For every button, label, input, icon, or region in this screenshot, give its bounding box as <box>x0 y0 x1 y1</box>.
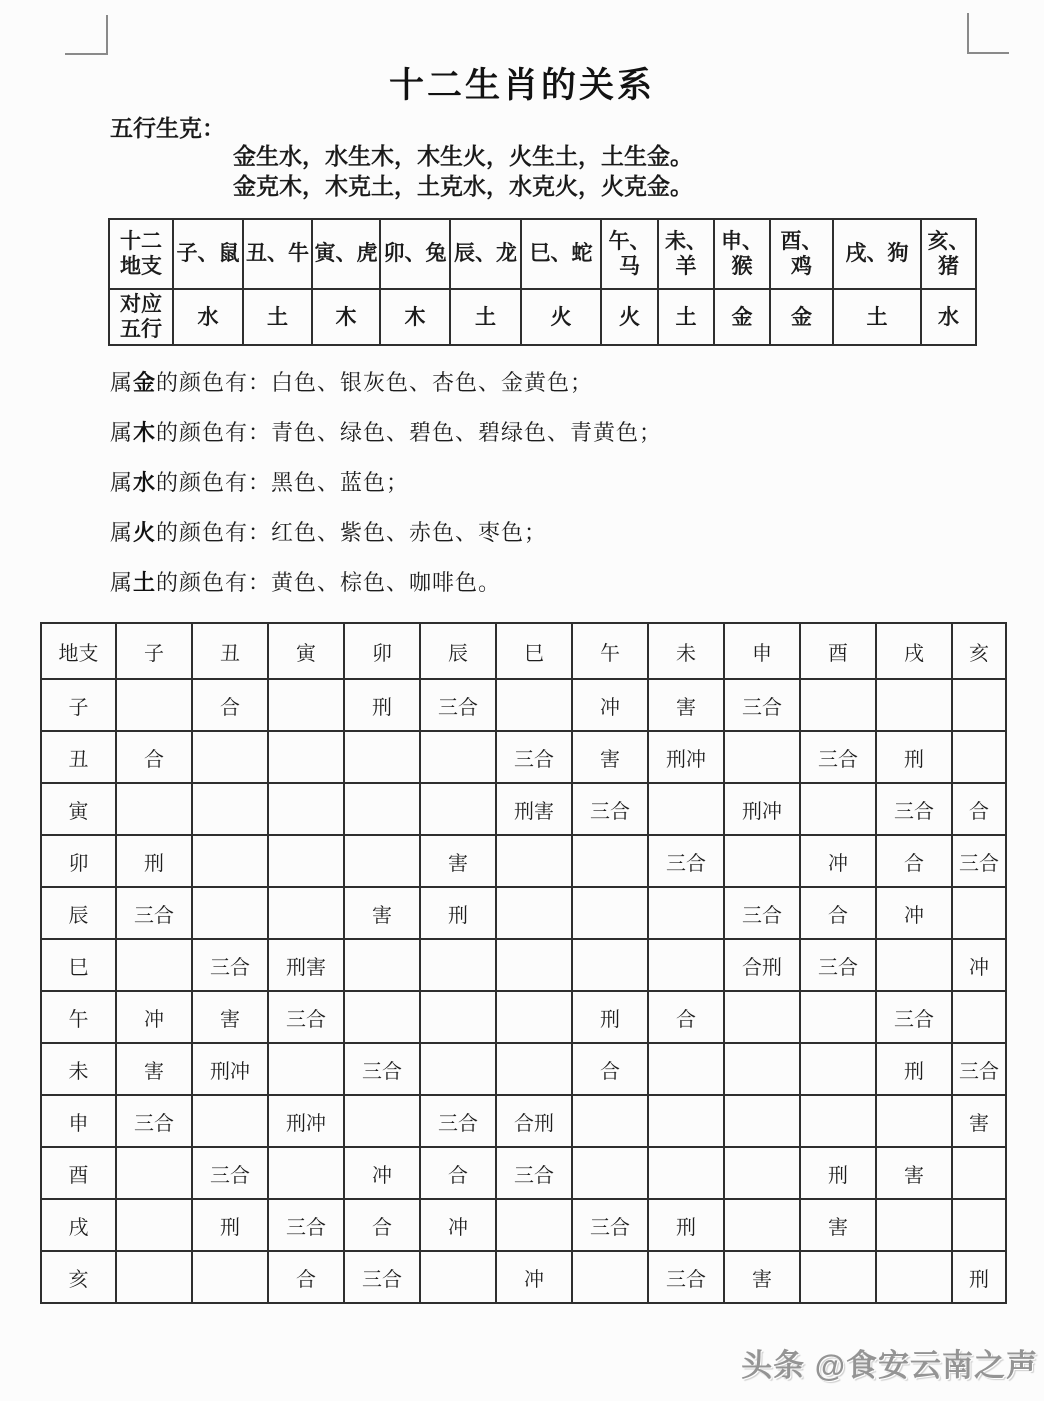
relation-cell: 害 <box>192 991 268 1043</box>
relation-cell: 合 <box>572 1043 648 1095</box>
relation-cell <box>420 991 496 1043</box>
relation-cell: 冲 <box>572 679 648 731</box>
branch-cell: 午、马 <box>601 219 658 289</box>
relation-row-label: 午 <box>41 991 116 1043</box>
section-label: 五行生克： <box>110 115 225 141</box>
relation-cell <box>496 939 572 991</box>
relation-cell <box>800 1095 876 1147</box>
color-list: 黑色、蓝色； <box>271 469 410 495</box>
relation-column-header: 申 <box>724 623 800 679</box>
relation-cell: 三合 <box>496 731 572 783</box>
element-cell: 土 <box>243 289 312 345</box>
relation-cell <box>724 1147 800 1199</box>
relation-cell: 刑 <box>192 1199 268 1251</box>
relation-cell: 刑 <box>876 1043 952 1095</box>
watermark: 头条 @食安云南之声 <box>741 1348 1038 1383</box>
relation-cell <box>800 1043 876 1095</box>
relation-cell: 三合 <box>800 731 876 783</box>
relation-cell: 冲 <box>496 1251 572 1303</box>
relation-cell <box>572 887 648 939</box>
relation-row <box>41 939 1006 991</box>
relation-cell <box>116 679 192 731</box>
relation-cell: 三合 <box>800 939 876 991</box>
relation-cell <box>648 939 724 991</box>
relation-cell: 刑冲 <box>192 1043 268 1095</box>
element-cell: 木 <box>380 289 450 345</box>
relation-cell <box>876 939 952 991</box>
relation-cell <box>496 991 572 1043</box>
relation-cell: 害 <box>116 1043 192 1095</box>
branch-cell: 辰、龙 <box>450 219 521 289</box>
branch-cell: 亥、猪 <box>921 219 976 289</box>
element-cell: 土 <box>450 289 521 345</box>
element-name: 水 <box>133 469 157 495</box>
relation-cell <box>572 1095 648 1147</box>
relation-column-header: 子 <box>116 623 192 679</box>
relation-cell: 刑 <box>876 731 952 783</box>
relation-cell <box>876 1251 952 1303</box>
relation-row-label: 戌 <box>41 1199 116 1251</box>
relation-cell <box>952 887 1006 939</box>
relation-cell: 冲 <box>876 887 952 939</box>
relation-cell: 冲 <box>800 835 876 887</box>
relation-cell <box>268 887 344 939</box>
relation-cell: 害 <box>800 1199 876 1251</box>
relation-cell: 三合 <box>724 887 800 939</box>
relation-cell: 三合 <box>344 1043 420 1095</box>
relation-cell: 冲 <box>344 1147 420 1199</box>
relation-cell <box>572 1251 648 1303</box>
relation-column-header: 卯 <box>344 623 420 679</box>
relation-cell <box>192 1251 268 1303</box>
relation-cell <box>344 835 420 887</box>
branch-header-row <box>109 219 976 289</box>
relation-cell <box>192 731 268 783</box>
relation-cell: 害 <box>420 835 496 887</box>
relation-cell: 刑 <box>572 991 648 1043</box>
relation-cell <box>420 939 496 991</box>
relation-cell: 合 <box>344 1199 420 1251</box>
relation-cell <box>648 783 724 835</box>
relation-cell <box>496 1199 572 1251</box>
relation-row-label: 亥 <box>41 1251 116 1303</box>
corner-label: 地支 <box>41 623 116 679</box>
relation-cell <box>724 731 800 783</box>
relation-cell: 三合 <box>648 1251 724 1303</box>
relation-cell: 刑 <box>420 887 496 939</box>
relation-cell <box>116 1199 192 1251</box>
element-table <box>108 218 977 346</box>
relation-cell: 害 <box>952 1095 1006 1147</box>
relation-cell: 刑 <box>344 679 420 731</box>
element-cell: 火 <box>601 289 658 345</box>
relation-cell <box>572 1147 648 1199</box>
relation-row-label: 辰 <box>41 887 116 939</box>
relation-cell <box>572 939 648 991</box>
relation-cell <box>344 939 420 991</box>
relation-cell: 三合 <box>268 991 344 1043</box>
relation-cell: 合 <box>800 887 876 939</box>
relation-cell <box>344 783 420 835</box>
relation-cell <box>496 835 572 887</box>
relation-cell <box>876 1095 952 1147</box>
relation-cell <box>952 991 1006 1043</box>
relation-cell: 合刑 <box>724 939 800 991</box>
relation-cell <box>648 1095 724 1147</box>
relation-cell <box>648 1043 724 1095</box>
relation-cell <box>496 1043 572 1095</box>
relation-table <box>40 622 1007 1304</box>
color-rule-label: 的颜色有： <box>156 569 272 595</box>
relation-cell: 合 <box>952 783 1006 835</box>
relation-row-label: 申 <box>41 1095 116 1147</box>
color-rule-line <box>110 456 662 506</box>
page-title: 十二生肖的关系 <box>388 66 655 105</box>
relation-row-label: 寅 <box>41 783 116 835</box>
color-list: 青色、绿色、碧色、碧绿色、青黄色； <box>271 419 663 445</box>
relation-column-header: 丑 <box>192 623 268 679</box>
branch-cell: 子、鼠 <box>173 219 243 289</box>
color-rule-prefix: 属 <box>110 569 134 595</box>
color-list: 黄色、棕色、咖啡色。 <box>271 569 502 595</box>
relation-cell: 冲 <box>420 1199 496 1251</box>
relation-cell: 刑 <box>116 835 192 887</box>
element-row-label: 对应五行 <box>109 289 173 345</box>
color-rule-label: 的颜色有： <box>156 469 272 495</box>
restriction-line: 金克木，木克土，土克水，水克火，火克金。 <box>233 173 693 199</box>
relation-cell <box>344 731 420 783</box>
element-name: 木 <box>133 419 157 445</box>
relation-cell <box>800 783 876 835</box>
relation-cell: 三合 <box>268 1199 344 1251</box>
relation-cell: 害 <box>724 1251 800 1303</box>
relation-row <box>41 1199 1006 1251</box>
relation-cell <box>724 1043 800 1095</box>
relation-cell: 刑冲 <box>724 783 800 835</box>
relation-row <box>41 1147 1006 1199</box>
relation-cell: 三合 <box>192 939 268 991</box>
color-rule-label: 的颜色有： <box>156 519 272 545</box>
relation-cell <box>572 835 648 887</box>
relation-cell: 害 <box>572 731 648 783</box>
relation-cell <box>800 679 876 731</box>
element-name: 土 <box>133 569 157 595</box>
relation-cell <box>192 887 268 939</box>
relation-cell: 三合 <box>572 783 648 835</box>
color-rule-label: 的颜色有： <box>156 419 272 445</box>
relation-row <box>41 783 1006 835</box>
branch-cell: 卯、兔 <box>380 219 450 289</box>
generation-line: 金生水，水生木，木生火，火生土，土生金。 <box>233 143 693 169</box>
element-cell: 水 <box>921 289 976 345</box>
relation-cell <box>420 1043 496 1095</box>
relation-cell: 合 <box>268 1251 344 1303</box>
color-rules-block <box>110 356 662 606</box>
relation-cell <box>268 835 344 887</box>
relation-cell <box>268 1043 344 1095</box>
color-rule-prefix: 属 <box>110 519 134 545</box>
element-cell: 金 <box>770 289 833 345</box>
relation-cell: 三合 <box>420 1095 496 1147</box>
relation-cell: 刑冲 <box>648 731 724 783</box>
color-rule-line <box>110 356 662 406</box>
five-elements-rules <box>233 141 693 201</box>
relation-cell: 三合 <box>344 1251 420 1303</box>
relation-cell <box>192 783 268 835</box>
relation-header-row <box>41 623 1006 679</box>
color-rule-prefix: 属 <box>110 369 134 395</box>
relation-cell: 三合 <box>724 679 800 731</box>
relation-cell: 刑 <box>800 1147 876 1199</box>
relation-row <box>41 731 1006 783</box>
element-cell: 水 <box>173 289 243 345</box>
relation-cell: 害 <box>876 1147 952 1199</box>
relation-cell: 三合 <box>952 1043 1006 1095</box>
element-cell: 土 <box>658 289 714 345</box>
relation-cell: 三合 <box>648 835 724 887</box>
relation-cell: 三合 <box>420 679 496 731</box>
relation-cell <box>116 1251 192 1303</box>
relation-cell: 合 <box>420 1147 496 1199</box>
element-cell: 火 <box>521 289 601 345</box>
relation-row <box>41 991 1006 1043</box>
relation-cell: 合 <box>192 679 268 731</box>
relation-row <box>41 1251 1006 1303</box>
relation-cell: 刑 <box>952 1251 1006 1303</box>
relation-row <box>41 679 1006 731</box>
element-name: 火 <box>133 519 157 545</box>
relation-cell: 刑 <box>648 1199 724 1251</box>
relation-cell <box>344 1095 420 1147</box>
relation-cell: 合 <box>876 835 952 887</box>
relation-column-header: 辰 <box>420 623 496 679</box>
element-name: 金 <box>133 369 157 395</box>
relation-cell: 三合 <box>496 1147 572 1199</box>
relation-column-header: 午 <box>572 623 648 679</box>
element-row <box>109 289 976 345</box>
color-list: 红色、紫色、赤色、枣色； <box>271 519 548 545</box>
relation-cell: 三合 <box>116 1095 192 1147</box>
relation-cell <box>952 679 1006 731</box>
relation-cell <box>192 835 268 887</box>
relation-row <box>41 1043 1006 1095</box>
relation-column-header: 戌 <box>876 623 952 679</box>
relation-cell <box>800 991 876 1043</box>
branch-cell: 未、羊 <box>658 219 714 289</box>
relation-row <box>41 887 1006 939</box>
relation-row-label: 丑 <box>41 731 116 783</box>
relation-cell: 刑害 <box>496 783 572 835</box>
color-rule-line <box>110 556 662 606</box>
relation-column-header: 酉 <box>800 623 876 679</box>
relation-column-header: 寅 <box>268 623 344 679</box>
relation-cell <box>876 679 952 731</box>
relation-cell <box>344 991 420 1043</box>
relation-column-header: 巳 <box>496 623 572 679</box>
color-rule-prefix: 属 <box>110 419 134 445</box>
relation-column-header: 未 <box>648 623 724 679</box>
relation-cell <box>724 991 800 1043</box>
relation-cell <box>192 1095 268 1147</box>
branch-cell: 申、猴 <box>714 219 770 289</box>
relation-cell <box>952 1147 1006 1199</box>
relation-cell <box>800 1251 876 1303</box>
relation-cell: 三合 <box>116 887 192 939</box>
relation-cell: 合刑 <box>496 1095 572 1147</box>
relation-row-label: 酉 <box>41 1147 116 1199</box>
relation-cell: 合 <box>648 991 724 1043</box>
relation-cell <box>952 731 1006 783</box>
relation-cell <box>268 679 344 731</box>
branch-cell: 巳、蛇 <box>521 219 601 289</box>
relation-cell <box>420 783 496 835</box>
relation-cell <box>268 1147 344 1199</box>
relation-row-label: 卯 <box>41 835 116 887</box>
relation-cell <box>116 939 192 991</box>
relation-row-label: 未 <box>41 1043 116 1095</box>
branch-cell: 酉、鸡 <box>770 219 833 289</box>
relation-cell: 三合 <box>192 1147 268 1199</box>
relation-cell: 合 <box>116 731 192 783</box>
relation-cell <box>496 887 572 939</box>
branch-cell: 丑、牛 <box>243 219 312 289</box>
relation-cell: 三合 <box>952 835 1006 887</box>
page-corner-mark-right <box>967 13 1009 54</box>
branch-header-label: 十二地支 <box>109 219 173 289</box>
relation-column-header: 亥 <box>952 623 1006 679</box>
relation-cell <box>724 1199 800 1251</box>
relation-cell <box>420 1251 496 1303</box>
element-cell: 土 <box>833 289 921 345</box>
relation-cell: 三合 <box>876 991 952 1043</box>
element-cell: 金 <box>714 289 770 345</box>
color-list: 白色、银灰色、杏色、金黄色； <box>271 369 594 395</box>
relation-cell <box>268 731 344 783</box>
relation-cell <box>648 887 724 939</box>
relation-row <box>41 835 1006 887</box>
relation-cell: 冲 <box>952 939 1006 991</box>
relation-cell <box>268 783 344 835</box>
relation-cell: 刑害 <box>268 939 344 991</box>
relation-cell <box>496 679 572 731</box>
relation-cell: 冲 <box>116 991 192 1043</box>
relation-row <box>41 1095 1006 1147</box>
relation-cell <box>116 783 192 835</box>
relation-cell <box>420 731 496 783</box>
color-rule-line <box>110 406 662 456</box>
page-corner-mark-left <box>65 15 108 55</box>
color-rule-label: 的颜色有： <box>156 369 272 395</box>
color-rule-prefix: 属 <box>110 469 134 495</box>
branch-cell: 戌、狗 <box>833 219 921 289</box>
relation-row-label: 巳 <box>41 939 116 991</box>
relation-row-label: 子 <box>41 679 116 731</box>
relation-cell <box>116 1147 192 1199</box>
relation-cell: 害 <box>344 887 420 939</box>
relation-cell: 害 <box>648 679 724 731</box>
color-rule-line <box>110 506 662 556</box>
relation-cell: 三合 <box>572 1199 648 1251</box>
relation-cell: 三合 <box>876 783 952 835</box>
relation-cell: 刑冲 <box>268 1095 344 1147</box>
relation-cell <box>724 835 800 887</box>
branch-cell: 寅、虎 <box>312 219 380 289</box>
relation-cell <box>724 1095 800 1147</box>
relation-cell <box>648 1147 724 1199</box>
element-cell: 木 <box>312 289 380 345</box>
relation-cell <box>952 1199 1006 1251</box>
relation-cell <box>876 1199 952 1251</box>
